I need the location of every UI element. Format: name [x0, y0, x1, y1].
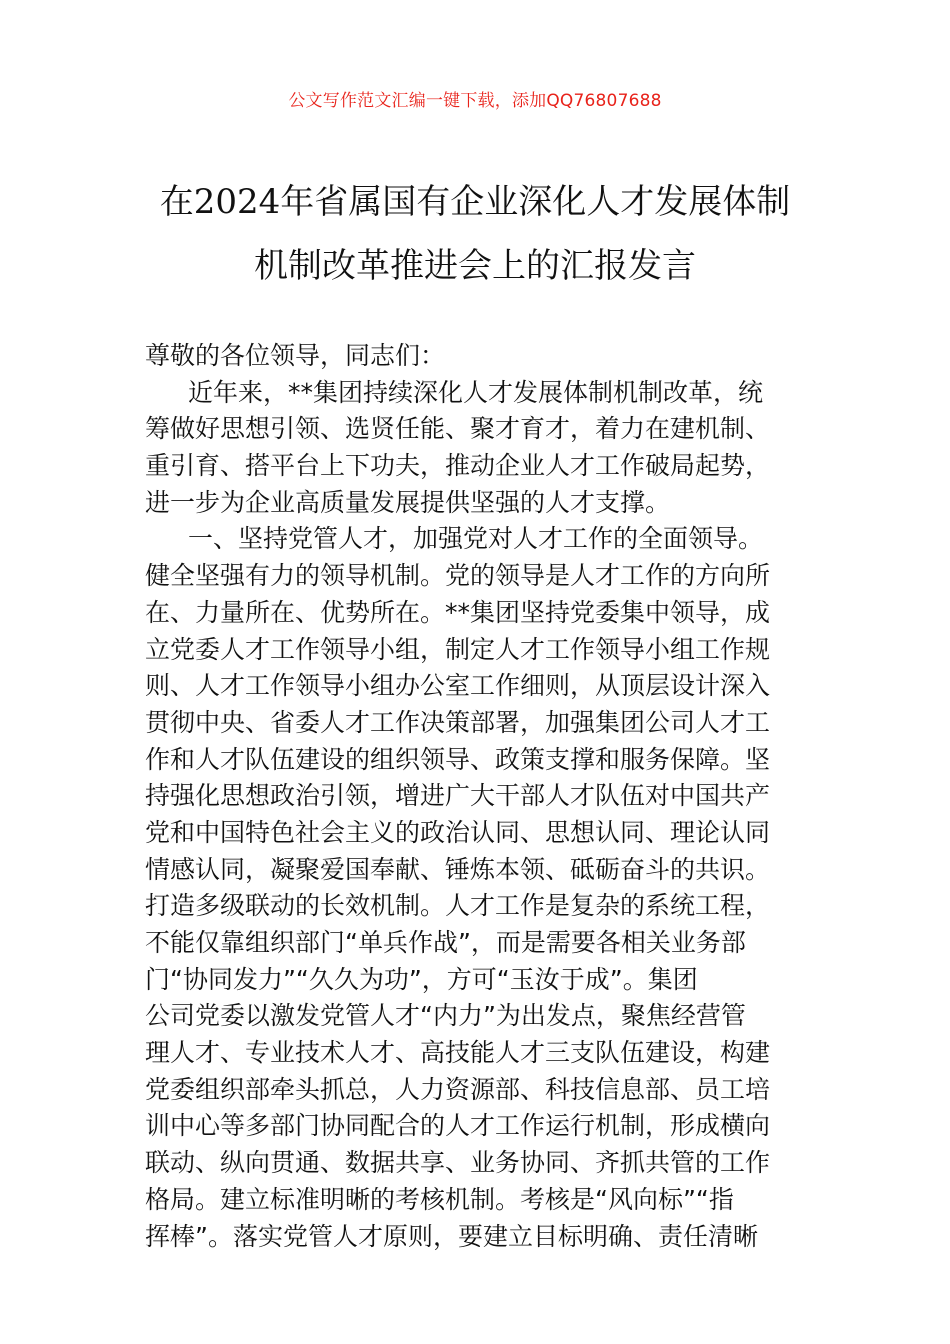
body-line: 持强化思想政治引领，增进广大干部人才队伍对中国共产 [145, 781, 771, 811]
header-note: 公文写作范文汇编一键下载，添加QQ76807688 [288, 91, 662, 111]
body-line: 党和中国特色社会主义的政治认同、思想认同、理论认同 [145, 817, 771, 847]
body-line: 联动、纵向贯通、数据共享、业务协同、齐抓共管的工作 [145, 1148, 771, 1178]
body-line: 健全坚强有力的领导机制。党的领导是人才工作的方向所 [145, 561, 771, 591]
body-line: 则、人才工作领导小组办公室工作细则，从顶层设计深入 [145, 671, 771, 701]
body-line: 挥棒”。落实党管人才原则，要建立目标明确、责任清晰 [145, 1221, 758, 1251]
document-title-line-1: 在2024年省属国有企业深化人才发展体制 [159, 182, 791, 222]
body-line: 在、力量所在、优势所在。**集团坚持党委集中领导，成 [145, 597, 771, 627]
body-line: 门“协同发力”“久久为功”，方可“玉汝于成”。集团 [145, 964, 698, 994]
body-line: 重引育、搭平台上下功夫，推动企业人才工作破局起势， [145, 451, 771, 481]
document-title-line-2: 机制改革推进会上的汇报发言 [254, 246, 696, 286]
body-line: 格局。建立标准明晰的考核机制。考核是“风向标”“指 [145, 1184, 734, 1214]
body-line: 筹做好思想引领、选贤任能、聚才育才，着力在建机制、 [145, 414, 771, 444]
body-line: 打造多级联动的长效机制。人才工作是复杂的系统工程， [145, 891, 771, 921]
body-line: 公司党委以激发党管人才“内力”为出发点，聚焦经营管 [145, 1001, 746, 1031]
body-line: 训中心等多部门协同配合的人才工作运行机制，形成横向 [145, 1111, 771, 1141]
body-line: 近年来，**集团持续深化人才发展体制机制改革，统 [188, 377, 764, 407]
body-line: 贯彻中央、省委人才工作决策部署，加强集团公司人才工 [145, 707, 771, 737]
body-line: 理人才、专业技术人才、高技能人才三支队伍建设，构建 [145, 1038, 771, 1068]
body-line: 不能仅靠组织部门“单兵作战”，而是需要各相关业务部 [145, 928, 746, 957]
body-line: 作和人才队伍建设的组织领导、政策支撑和服务保障。坚 [145, 744, 771, 774]
body-line: 进一步为企业高质量发展提供坚强的人才支撑。 [145, 487, 671, 517]
body-line: 情感认同，凝聚爱国奉献、锤炼本领、砥砺奋斗的共识。 [145, 854, 771, 884]
section-heading: 一、坚持党管人才，加强党对人才工作的全面领导。 [188, 524, 764, 554]
body-line: 党委组织部牵头抓总，人力资源部、科技信息部、员工培 [145, 1074, 771, 1104]
salutation: 尊敬的各位领导，同志们： [145, 341, 446, 370]
document-body [145, 338, 810, 1255]
body-line: 立党委人才工作领导小组，制定人才工作领导小组工作规 [145, 634, 771, 664]
